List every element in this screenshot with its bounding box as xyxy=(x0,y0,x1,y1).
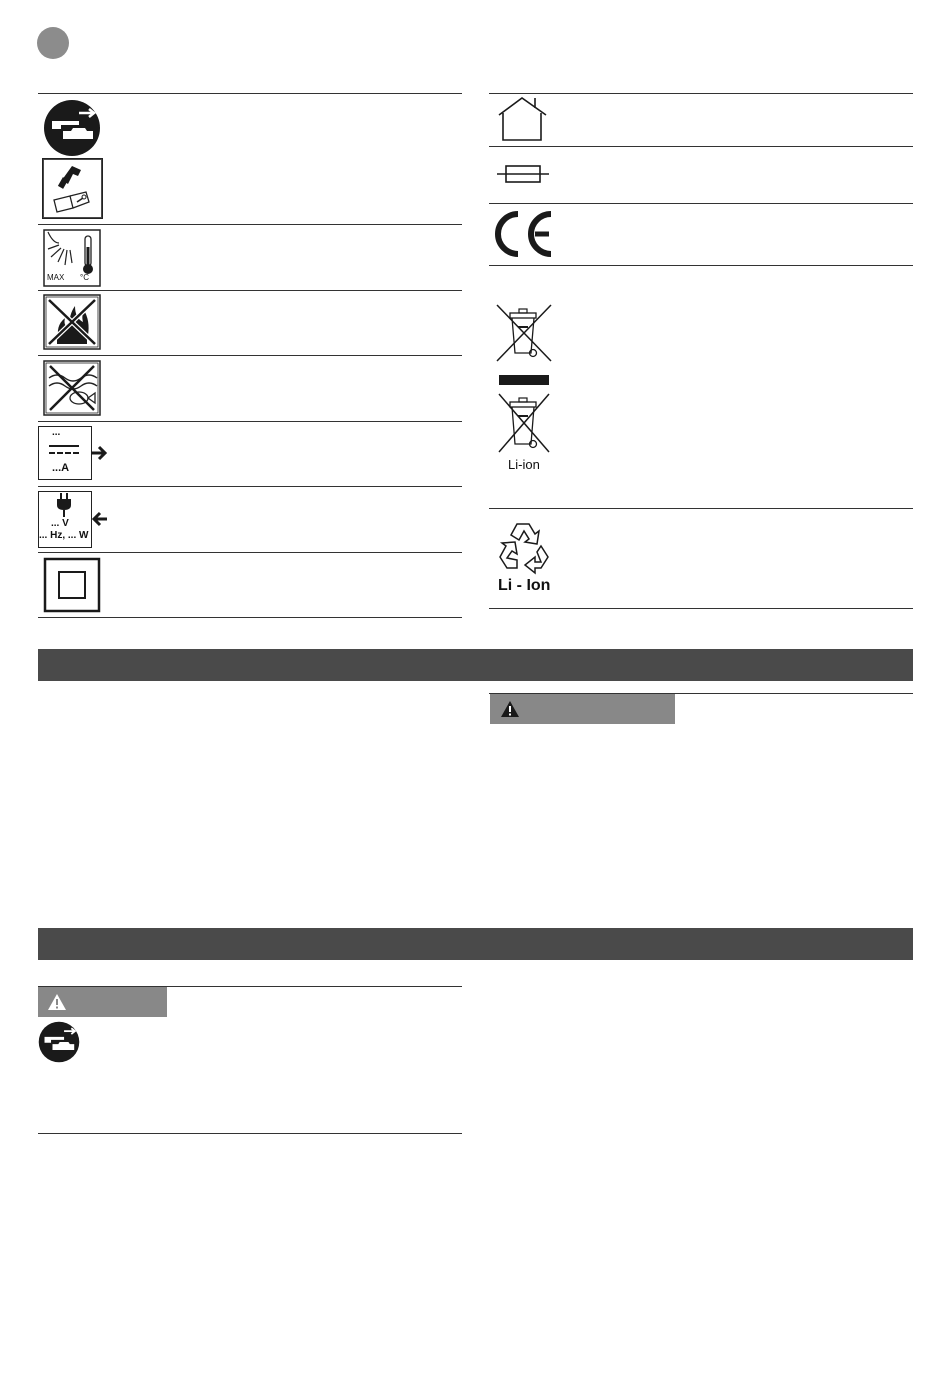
section-header-bar xyxy=(38,928,913,960)
weee-bin-icon xyxy=(494,301,554,368)
no-fire-icon xyxy=(43,294,101,355)
divider xyxy=(489,265,913,266)
remove-battery-icon xyxy=(43,99,101,162)
indoor-use-icon xyxy=(494,96,552,147)
fuse-icon xyxy=(494,162,552,191)
ac-volts-label: ... V xyxy=(51,518,69,529)
ac-hz-watts-label: ... Hz, ... W xyxy=(39,530,89,541)
divider xyxy=(38,617,462,618)
divider xyxy=(38,355,462,356)
weee-black-bar xyxy=(499,375,549,385)
no-water-icon xyxy=(43,360,101,421)
warning-banner xyxy=(490,694,675,724)
dc-dots-label: ... xyxy=(52,427,61,438)
max-label: MAX xyxy=(47,273,65,282)
warning-banner xyxy=(38,987,167,1017)
divider xyxy=(38,1133,462,1134)
ce-mark-icon xyxy=(491,210,555,263)
divider xyxy=(489,93,913,94)
ac-input-icon xyxy=(38,491,110,548)
divider xyxy=(489,608,913,609)
dc-output-icon xyxy=(38,426,108,481)
protection-class-ii-icon xyxy=(43,557,101,618)
section-header-bar xyxy=(38,649,913,681)
read-manual-icon xyxy=(42,158,103,224)
divider xyxy=(38,224,462,225)
dc-amps-label: ...A xyxy=(52,462,70,474)
max-temperature-icon xyxy=(43,229,101,292)
language-bullet xyxy=(37,27,69,59)
recycling-icon xyxy=(495,520,553,581)
divider xyxy=(489,203,913,204)
li-ion-small-label: Li-ion xyxy=(508,457,540,472)
divider xyxy=(489,508,913,509)
battery-bin-icon xyxy=(494,392,554,459)
li-ion-large-label: Li - Ion xyxy=(498,577,551,594)
remove-battery-icon xyxy=(38,1021,80,1068)
degree-celsius-label: °C xyxy=(80,273,89,282)
divider xyxy=(489,146,913,147)
warning-triangle-icon xyxy=(47,993,67,1011)
divider xyxy=(38,421,462,422)
divider xyxy=(38,290,462,291)
divider xyxy=(38,552,462,553)
divider xyxy=(38,93,462,94)
warning-triangle-icon xyxy=(500,700,520,718)
divider xyxy=(38,486,462,487)
